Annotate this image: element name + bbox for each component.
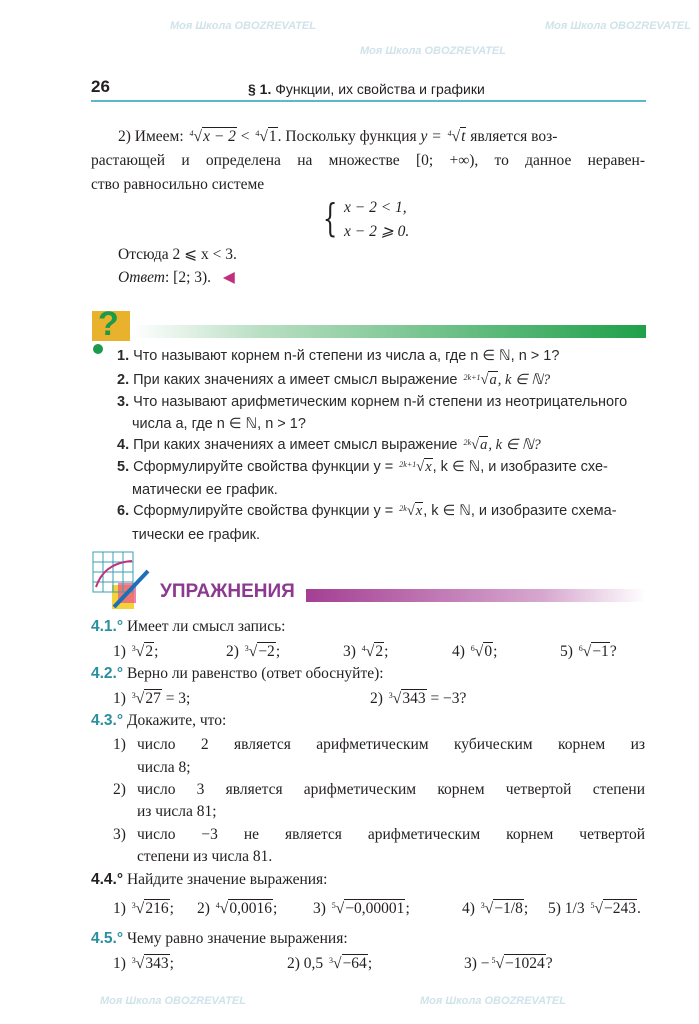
root-expression: $^4$√1 — [255, 128, 277, 145]
question-icon: ? — [92, 311, 130, 341]
example-line-3: ство равносильно системе — [91, 176, 265, 193]
item: 3) $^4$√2; — [343, 643, 389, 660]
exercise-4-5: 4.5.° Чему равно значение выражения: — [91, 930, 348, 947]
example-line-2: растающей и определена на множестве [0; +∞), то данное неравен- — [91, 152, 645, 169]
item-text: числа 8; — [137, 759, 191, 776]
item: 5) $^6$√−1? — [560, 643, 617, 660]
exercises-icon — [92, 551, 156, 611]
item-text: число 3 является арифметическим корнем четвертой степени — [137, 781, 645, 798]
item: 3) — [113, 826, 126, 843]
item: 2) $^4$√0,0016; — [197, 900, 278, 917]
exercises-bar — [306, 589, 646, 602]
header-rule — [91, 100, 646, 102]
question-2: 2. При каких значениях a имеет смысл выражение $^{2k+1}$√a, k ∈ ℕ? — [117, 372, 551, 388]
question-5: 5. Сформулируйте свойства функции y = $^{2k+1}$√x, k ∈ ℕ, и изобразите схе- — [117, 459, 608, 475]
item: 1) $^3$√2; — [113, 643, 159, 660]
section-title: Функции, их свойства и графики — [275, 81, 485, 97]
item: 3) − $^5$√−1024? — [464, 955, 553, 972]
watermark: Моя Школа OBOZREVATEL — [420, 995, 566, 1007]
item: 1) $^3$√216; — [113, 900, 174, 917]
running-header — [248, 78, 485, 100]
item-text: число −3 не является арифметическим корнем четвертой — [137, 826, 645, 843]
watermark: Моя Школа OBOZREVATEL — [545, 20, 691, 32]
item-text: число 2 является арифметическим кубическим корнем из — [137, 736, 645, 753]
watermark: Моя Школа OBOZREVATEL — [100, 995, 246, 1007]
item: 4) $^6$√0; — [452, 643, 498, 660]
root-expression: $^4$√t — [447, 128, 466, 145]
item: 1) — [113, 736, 126, 753]
question-5-cont: матически ее график. — [132, 482, 278, 498]
exercise-4-3: 4.3.° Докажите, что: — [91, 712, 227, 729]
system-eq-1: x − 2 < 1, — [344, 199, 407, 216]
item: 4) $^3$√−1/8; — [462, 900, 529, 917]
question-3: 3. Что называют арифметическим корнем n-й степени из неотрицательного — [117, 394, 628, 410]
question-1: 1. Что называют корнем n-й степени из числа a, где n ∈ ℕ, n > 1? — [117, 348, 560, 364]
watermark: Моя Школа OBOZREVATEL — [170, 20, 316, 32]
question-4: 4. При каких значениях a имеет смысл выражение $^{2k}$√a, k ∈ ℕ? — [117, 437, 541, 453]
item: 2) $^3$√−2; — [226, 643, 281, 660]
section-number: § 1. — [248, 81, 272, 97]
exercise-4-4: 4.4.° Найдите значение выражения: — [91, 871, 328, 888]
end-marker-icon: ◀ — [222, 269, 235, 286]
item: 2) — [113, 781, 126, 798]
example-answer: Ответ: [2; 3). ◀ — [118, 269, 235, 286]
question-6: 6. Сформулируйте свойства функции y = $^{2k}$√x, k ∈ ℕ, и изобразите схема- — [117, 503, 617, 519]
root-expression: $^4$√x − 2 — [189, 128, 236, 145]
system-brace: { — [322, 196, 338, 240]
question-dot-icon — [93, 344, 103, 354]
exercise-4-2: 4.2.° Верно ли равенство (ответ обоснуйте): — [91, 665, 384, 682]
page-number: 26 — [91, 77, 110, 96]
watermark: Моя Школа OBOZREVATEL — [360, 45, 506, 57]
questions-bar — [132, 325, 646, 338]
question-3-cont: числа a, где n ∈ ℕ, n > 1? — [132, 416, 306, 432]
exercises-title: УПРАЖНЕНИЯ — [160, 581, 295, 602]
item: 1) $^3$√343; — [113, 955, 174, 972]
example-conclusion: Отсюда 2 ⩽ x < 3. — [118, 246, 237, 263]
item: 2) $^3$√343 = −3? — [370, 690, 467, 707]
item: 5) 1/3 $^5$√−243. — [548, 900, 641, 917]
item: 2) 0,5 $^3$√−64; — [287, 955, 373, 972]
item-text: степени из числа 81. — [137, 848, 273, 865]
item: 3) $^5$√−0,00001; — [313, 900, 410, 917]
question-6-cont: тически ее график. — [132, 527, 261, 543]
exercise-4-1: 4.1.° Имеет ли смысл запись: — [91, 618, 286, 635]
item-text: из числа 81; — [137, 803, 217, 820]
item: 1) $^3$√27 = 3; — [113, 690, 191, 707]
example-line-1: 2) Имеем: $^4$√x − 2 < $^4$√1. Поскольку функция y = $^4$√t является воз- — [118, 125, 557, 148]
system-eq-2: x − 2 ⩾ 0. — [344, 223, 410, 240]
